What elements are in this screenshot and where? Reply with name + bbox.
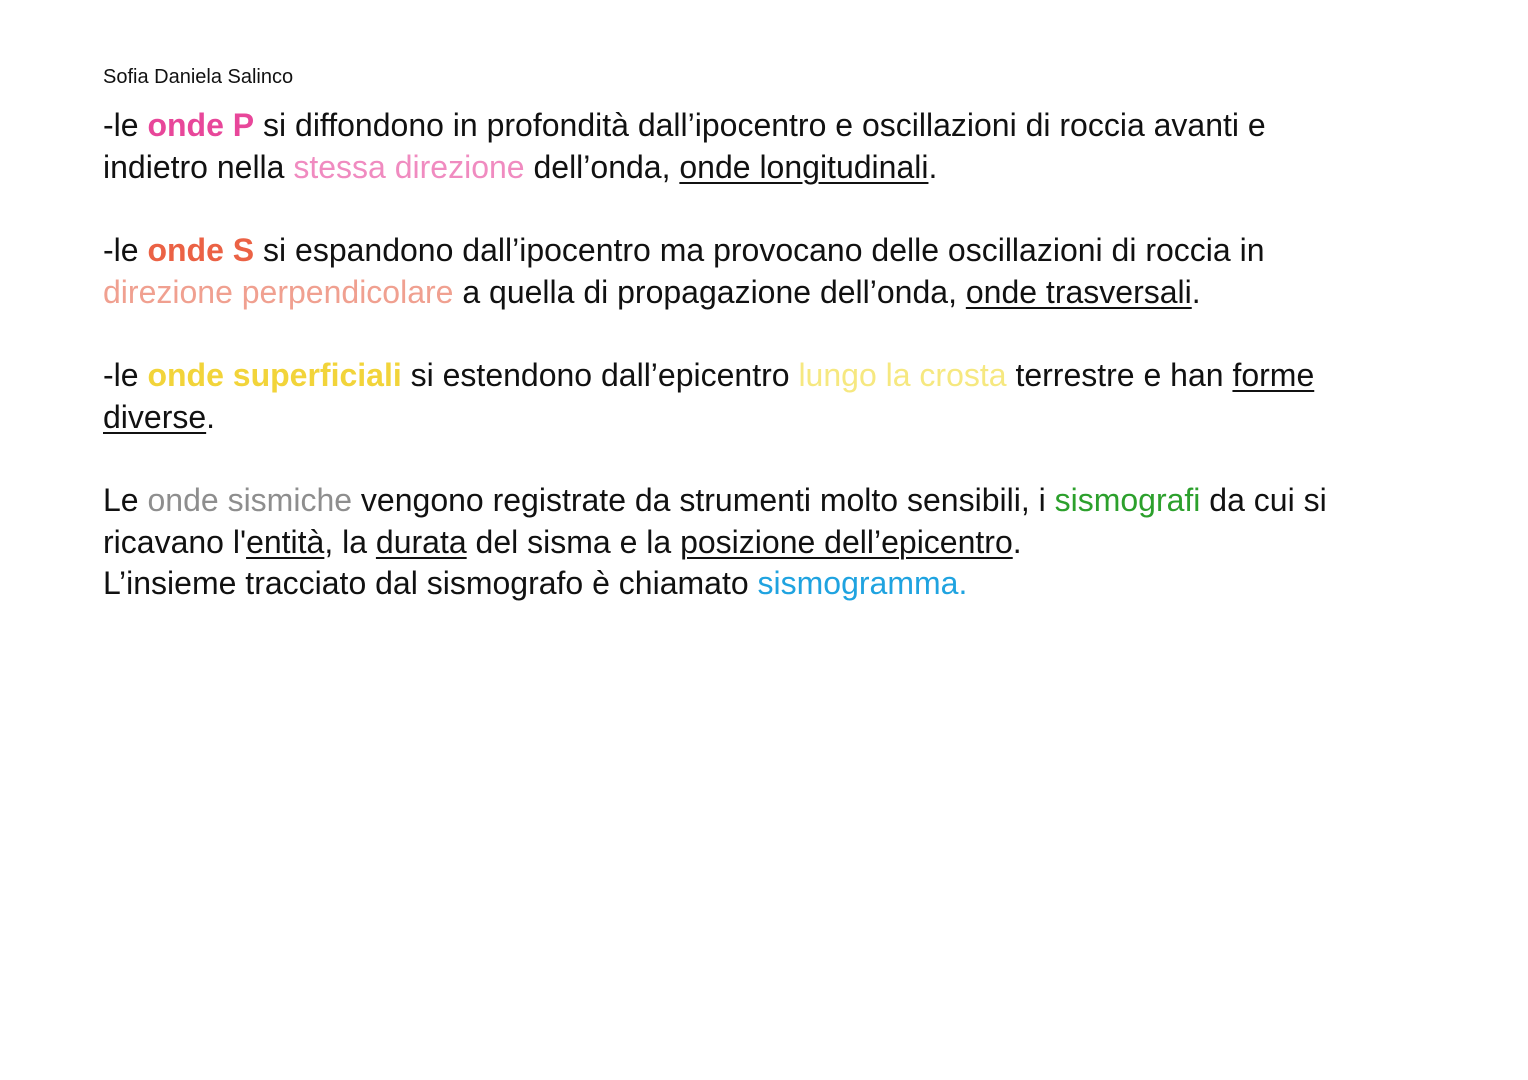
line: [103, 230, 1463, 272]
line: [103, 147, 1463, 189]
paragraph-onde-s: [103, 230, 1463, 313]
paragraph-onde-sismiche: [103, 480, 1463, 605]
text: dell’onda,: [524, 148, 680, 185]
diverse-underlined: diverse: [103, 398, 207, 435]
text: Le: [103, 482, 148, 518]
line: [103, 272, 1463, 314]
text: .: [206, 398, 216, 435]
forme-underlined: forme: [1232, 357, 1315, 393]
posizione-epicentro-underlined: posizione dell’epicentro: [680, 523, 1013, 560]
direzione-perpendicolare-highlight: direzione perpendicolare: [103, 273, 454, 310]
text: .: [1191, 273, 1201, 310]
line: [103, 105, 1463, 147]
text: .: [928, 148, 938, 185]
sismografi-highlight: sismografi: [1054, 482, 1201, 518]
onde-s-highlight: onde S: [147, 232, 255, 268]
onde-sismiche-highlight: onde sismiche: [147, 482, 353, 518]
text: si estendono dall’epicentro: [401, 357, 799, 393]
text: terrestre e han: [1006, 357, 1233, 393]
text: .: [1012, 523, 1022, 560]
line: [103, 522, 1463, 564]
text: -le: [103, 232, 148, 268]
text: a quella di propagazione dell’onda,: [453, 273, 966, 310]
line: [103, 355, 1463, 397]
paragraph-onde-p: [103, 105, 1463, 188]
text: ricavano l': [103, 523, 247, 560]
text: indietro nella: [103, 148, 294, 185]
line: [103, 563, 1463, 605]
text: si espandono dall’ipocentro ma provocano delle oscillazioni di roccia in: [254, 232, 1265, 268]
line: [103, 480, 1463, 522]
entita-underlined: entità: [246, 523, 325, 560]
onde-superficiali-highlight: onde superficiali: [147, 357, 402, 393]
stessa-direzione-highlight: stessa direzione: [293, 148, 525, 185]
text: , la: [324, 523, 376, 560]
durata-underlined: durata: [375, 523, 467, 560]
text: vengono registrate da strumenti molto sensibili, i: [352, 482, 1055, 518]
sismogramma-highlight: sismogramma.: [757, 565, 968, 601]
text: -le: [103, 357, 148, 393]
text: -le: [103, 107, 148, 143]
line: [103, 397, 1463, 439]
text: da cui si: [1200, 482, 1327, 518]
paragraph-onde-superficiali: [103, 355, 1463, 438]
onde-p-highlight: onde P: [147, 107, 255, 143]
onde-trasversali-underlined: onde trasversali: [965, 273, 1192, 310]
text: L’insieme tracciato dal sismografo è chiamato: [103, 565, 758, 601]
author-name: Sofia Daniela Salinco: [103, 66, 294, 88]
text: si diffondono in profondità dall’ipocentro e oscillazioni di roccia avanti e: [254, 107, 1266, 143]
lungo-la-crosta-highlight: lungo la crosta: [798, 357, 1007, 393]
text: del sisma e la: [466, 523, 681, 560]
onde-longitudinali-underlined: onde longitudinali: [679, 148, 929, 185]
